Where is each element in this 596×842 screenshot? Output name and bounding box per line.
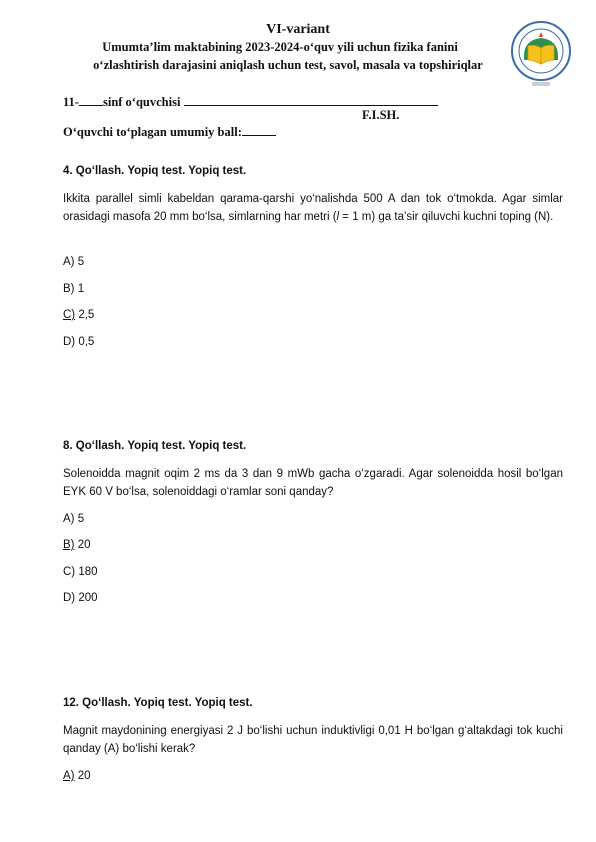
question-title: 8. Qo‘llash. Yopiq test. Yopiq test.: [63, 440, 247, 452]
class-prefix: 11-: [63, 95, 79, 109]
class-number-blank[interactable]: [79, 94, 103, 106]
answer-option[interactable]: A) 5: [63, 256, 85, 268]
score-line: [63, 124, 276, 140]
class-suffix: sinf o‘quvchisi: [102, 95, 181, 109]
question-title: 12. Qo‘llash. Yopiq test. Yopiq test.: [63, 697, 253, 709]
question-text: Solenoidda magnit oqim 2 ms da 3 dan 9 mWb gacha o‘zgaradi. Agar solenoidda hosil bo‘lgan EYK 60 V bo‘lsa, solenoiddagi o‘ramlar soni qanday?: [63, 468, 563, 498]
answer-option[interactable]: C) 180: [63, 566, 98, 578]
answer-option[interactable]: D) 0,5: [63, 336, 95, 348]
answer-option[interactable]: D) 200: [63, 592, 98, 604]
answer-option-marked[interactable]: C) 2,5: [63, 309, 95, 321]
answer-option[interactable]: A) 5: [63, 513, 85, 525]
header-line-2: o‘zlashtirish darajasini aniqlash uchun test, savol, masala va topshiriqlar: [93, 58, 483, 72]
score-blank[interactable]: [242, 124, 276, 136]
variant-title: VI-variant: [266, 22, 330, 37]
header-line-1: Umumta’lim maktabining 2023-2024-o‘quv yili uchun fizika fanini: [102, 40, 458, 54]
answer-option-marked[interactable]: B) 20: [63, 539, 91, 551]
answer-option[interactable]: B) 1: [63, 283, 85, 295]
question-text: Magnit maydonining energiyasi 2 J bo‘lishi uchun induktivligi 0,01 H bo‘lgan g‘altakdagi tok kuchi qanday (A) bo‘lishi kerak?: [63, 725, 563, 755]
school-emblem-logo: [510, 20, 572, 90]
question-title: 4. Qo‘llash. Yopiq test. Yopiq test.: [63, 165, 247, 177]
student-name-blank[interactable]: [184, 94, 438, 106]
question-text: Ikkita parallel simli kabeldan qarama-qarshi yo‘nalishda 500 A dan tok o‘tmokda. Agar simlar orasidagi masofa 20 mm bo‘lsa, simlarning har metri (l = 1 m) ga ta’sir qiluvchi kuchni toping (N).: [63, 193, 563, 223]
fish-label: F.I.SH.: [362, 108, 400, 122]
score-label: O‘quvchi to‘plagan umumiy ball:: [63, 125, 242, 139]
answer-option-marked[interactable]: A) 20: [63, 770, 91, 782]
